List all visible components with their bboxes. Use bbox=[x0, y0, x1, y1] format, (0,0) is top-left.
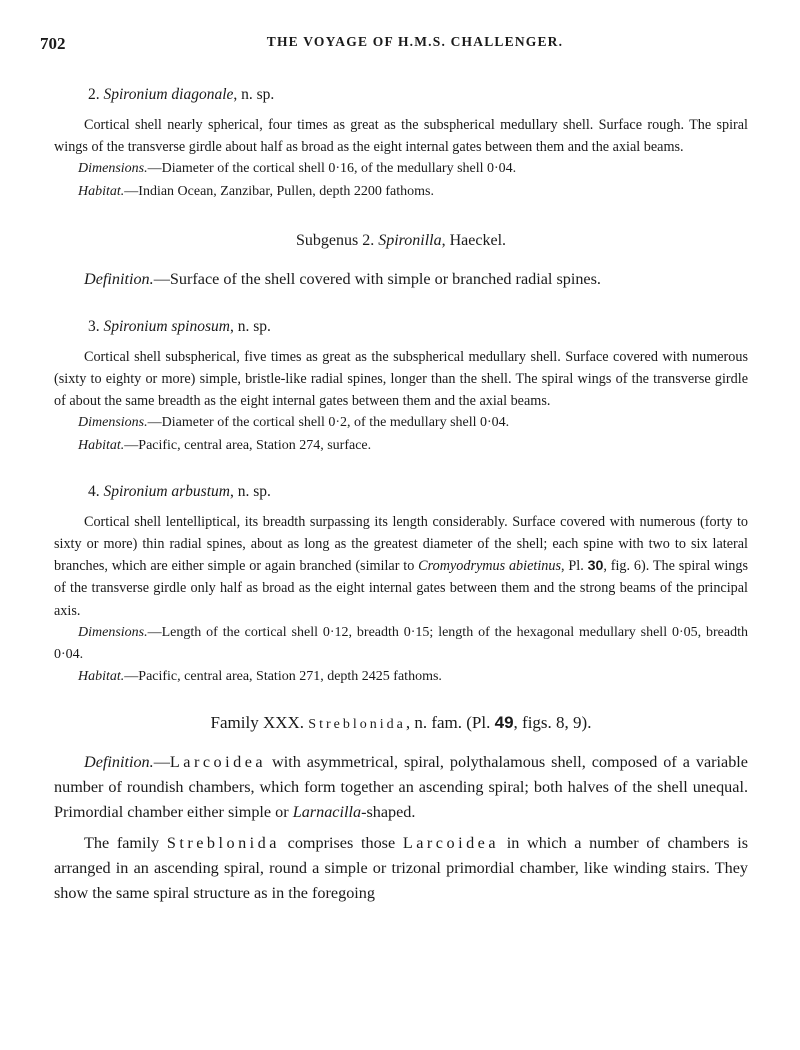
definition-genus: Larnacilla bbox=[292, 803, 362, 822]
dimensions-text: —Diameter of the cortical shell 0·2, of the medullary shell 0·04. bbox=[147, 415, 510, 431]
habitat-label: Habitat. bbox=[78, 183, 125, 199]
subgenus-prefix: Subgenus 2. bbox=[295, 231, 379, 249]
family-heading bbox=[54, 710, 748, 738]
plate-number: 30 bbox=[587, 558, 604, 575]
species-heading bbox=[88, 316, 748, 338]
family-prefix: Family XXX. bbox=[210, 713, 309, 733]
habitat-text: —Pacific, central area, Station 271, depth 2425 fathoms. bbox=[124, 669, 442, 685]
dimensions-text: —Length of the cortical shell 0·12, breadth 0·15; length of the hexagonal medullary shell 0·05, breadth 0·04. bbox=[54, 624, 748, 663]
definition-label: Definition. bbox=[84, 269, 154, 288]
species-habitat bbox=[54, 435, 748, 457]
dimensions-text: —Diameter of the cortical shell 0·16, of the medullary shell 0·04. bbox=[147, 161, 517, 177]
paragraph-text: The family bbox=[84, 834, 167, 853]
running-title: THE VOYAGE OF H.M.S. CHALLENGER. bbox=[266, 34, 564, 49]
species-number: 4. bbox=[88, 482, 100, 500]
family-name: Streblonida bbox=[308, 717, 406, 733]
paragraph-term: Larcoidea bbox=[402, 834, 500, 853]
species-name: Spironium spinosum bbox=[103, 317, 230, 335]
species-description: Cortical shell nearly spherical, four times as great as the subspherical medullary shell. Surface rough. The spiral wings of the transverse girdle about half as broad as the eight internal gates between them and the axial beams. bbox=[54, 117, 748, 156]
subgenus-definition bbox=[54, 267, 748, 292]
definition-label: Definition. bbox=[84, 753, 154, 772]
compared-species: Cromyodrymus abietinus bbox=[418, 558, 561, 575]
family-definition bbox=[54, 750, 748, 825]
definition-text: -shaped. bbox=[361, 803, 416, 822]
page-number: 702 bbox=[40, 34, 66, 53]
definition-term: Larcoidea bbox=[169, 753, 267, 772]
species-name: Spironium arbustum bbox=[103, 482, 230, 500]
paragraph-text: comprises those bbox=[279, 834, 403, 853]
species-dimensions bbox=[54, 622, 748, 666]
habitat-label: Habitat. bbox=[78, 437, 125, 453]
subgenus-name: Spironilla bbox=[378, 231, 442, 249]
description-part: , Pl. bbox=[560, 558, 588, 575]
family-suffix: , figs. 8, 9). bbox=[513, 713, 592, 733]
description-part: Cortical shell lentelliptical, its breadth surpassing its length considerably. Surface covered with numerous (forty to sixty or more) thin radial spines, about as long as the greatest diameter of the shell; each spine with two to six lateral branches, which are either simple or again branched (similar to bbox=[54, 513, 748, 575]
definition-dash: — bbox=[153, 753, 170, 772]
species-habitat bbox=[54, 181, 748, 203]
page-header bbox=[40, 34, 750, 56]
family-plate-number: 49 bbox=[494, 713, 514, 733]
page-body bbox=[54, 74, 748, 906]
dimensions-label: Dimensions. bbox=[78, 624, 148, 640]
species-number: 3. bbox=[88, 317, 100, 335]
subgenus-suffix: , Haeckel. bbox=[441, 231, 507, 249]
family-paragraph bbox=[54, 831, 748, 906]
family-mid: , n. fam. (Pl. bbox=[405, 713, 495, 733]
species-suffix: , n. sp. bbox=[229, 482, 271, 500]
species-description: Cortical shell subspherical, five times as great as the subspherical medullary shell. Surface covered with numerous (sixty to eighty or more) simple, bristle-like radial spines, longer than the shell. The spiral wings of the transverse girdle of about the same breadth as the eight internal gates between them and the axial beams. bbox=[54, 348, 748, 410]
definition-text: with asymmetrical, spiral, polythalamous shell, composed of a variable number of roundish chambers, which form together an ascending spiral; both halves of the shell unequal. Primordial chamber either simple or bbox=[54, 753, 748, 822]
dimensions-label: Dimensions. bbox=[78, 161, 148, 177]
species-name: Spironium diagonale bbox=[103, 86, 234, 103]
species-description bbox=[54, 511, 748, 622]
species-habitat bbox=[54, 666, 748, 688]
species-heading bbox=[88, 84, 748, 106]
paragraph-term: Streblonida bbox=[166, 834, 280, 853]
habitat-text: —Pacific, central area, Station 274, surface. bbox=[124, 437, 372, 453]
habitat-label: Habitat. bbox=[78, 669, 125, 685]
species-suffix: , n. sp. bbox=[229, 317, 271, 335]
definition-text: —Surface of the shell covered with simple or branched radial spines. bbox=[153, 269, 601, 288]
dimensions-label: Dimensions. bbox=[78, 415, 148, 431]
species-suffix: , n. sp. bbox=[233, 86, 275, 103]
paragraph-text: in which a number of chambers is arranged in an ascending spiral, round a simple or trizonal primordial chamber, like winding stairs. They show the same spiral structure as in the foregoing bbox=[54, 834, 748, 903]
species-heading bbox=[88, 481, 748, 503]
species-dimensions bbox=[54, 412, 748, 434]
description-part: , fig. 6). The spiral wings of the transverse girdle only half as broad as the eight internal gates between them and the strong beams of the principal axis. bbox=[54, 558, 748, 619]
species-number: 2. bbox=[88, 86, 100, 103]
habitat-text: —Indian Ocean, Zanzibar, Pullen, depth 2200 fathoms. bbox=[124, 183, 434, 199]
subgenus-heading bbox=[54, 229, 748, 253]
species-dimensions bbox=[54, 158, 748, 180]
